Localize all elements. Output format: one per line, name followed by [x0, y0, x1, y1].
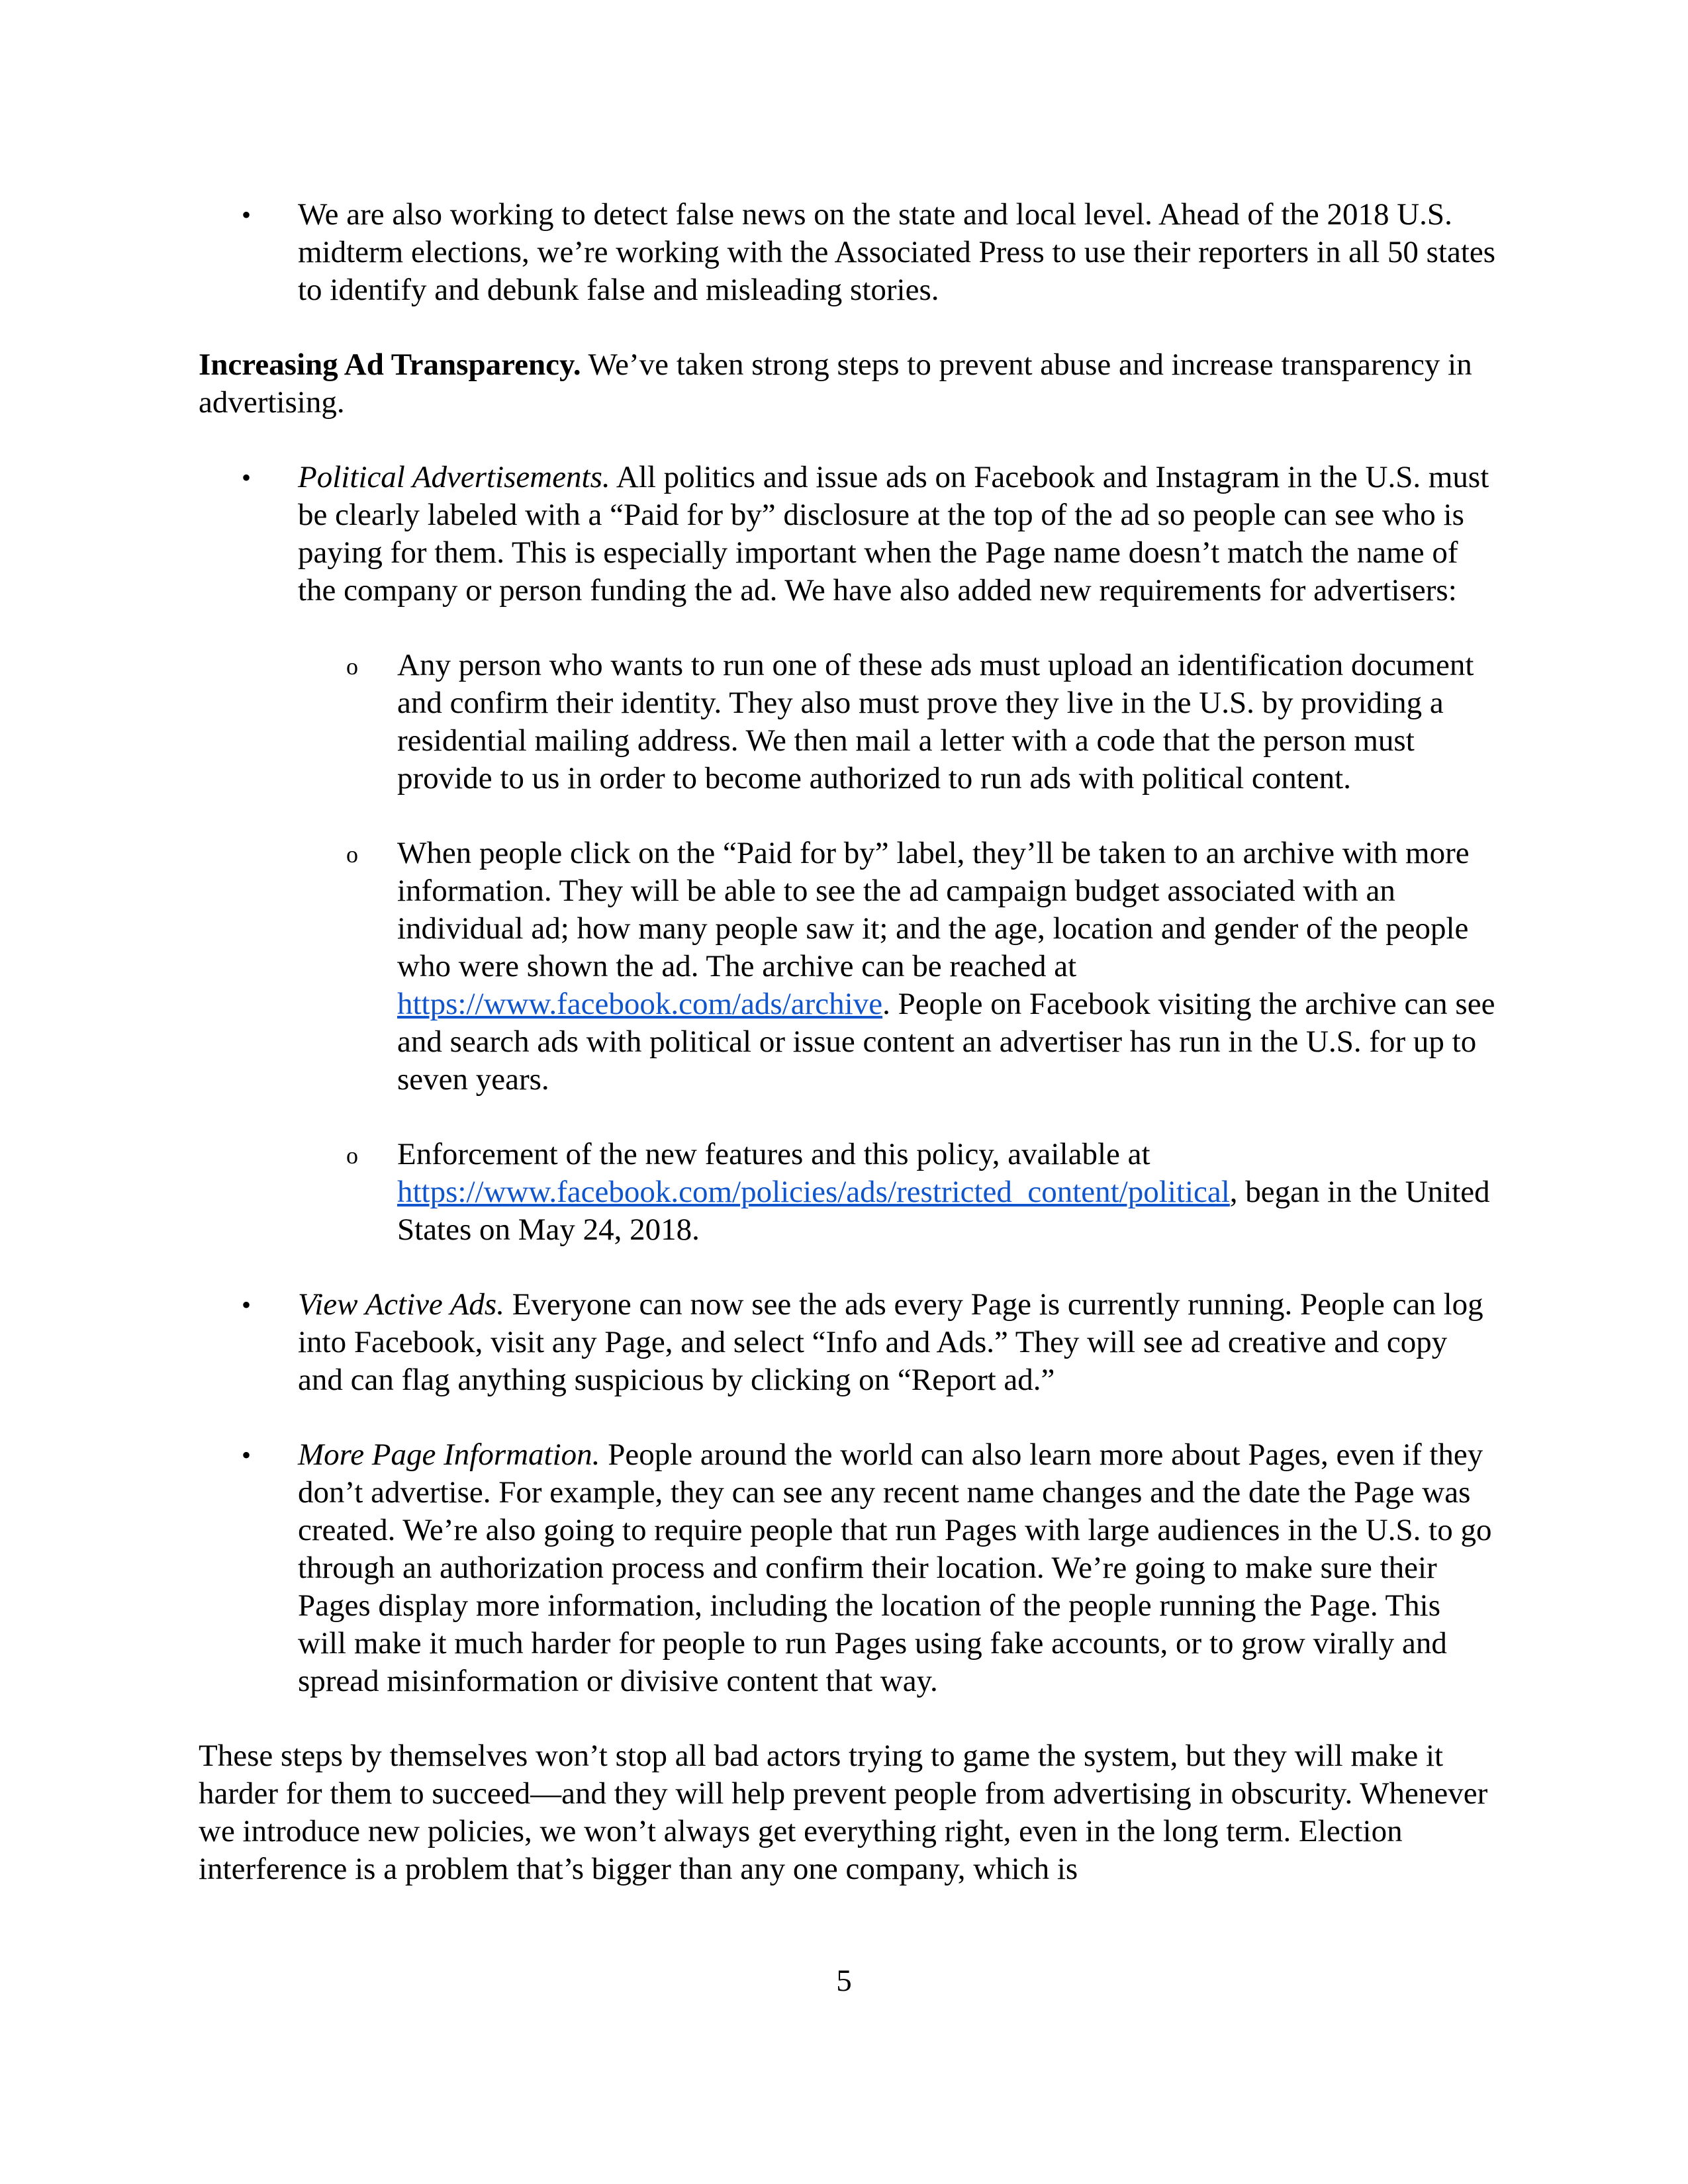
- bullet-text: [298, 459, 1496, 610]
- bullet-mark: •: [242, 1290, 252, 1320]
- bullet-more-page-information: [199, 1436, 1496, 1700]
- sub-bullet-text: [397, 1136, 1496, 1249]
- sub-bullet-archive: [199, 835, 1496, 1099]
- sub-bullet-enforcement: [199, 1136, 1496, 1249]
- bullet-text: We are also working to detect false news on the state and local level. Ahead of the 2018 U.S. midterm elections, we’re working with the Associated Press to use their reporters in all 50 states to identify and debunk false and misleading stories.: [298, 197, 1496, 307]
- bullet-body: Everyone can now see the ads every Page is currently running. People can log into Facebook, visit any Page, and select “Info and Ads.” They will see ad creative and copy and can flag anything suspicious by clicking on “Report ad.”: [298, 1287, 1483, 1397]
- section-ad-transparency: [199, 346, 1496, 422]
- bullet-title: View Active Ads.: [298, 1287, 504, 1322]
- bullet-title: More Page Information.: [298, 1437, 600, 1472]
- section-text: We’ve taken strong steps to prevent abuse and increase transparency in advertising.: [199, 347, 1472, 420]
- section-heading: Increasing Ad Transparency.: [199, 347, 581, 382]
- closing-paragraph: These steps by themselves won’t stop all bad actors trying to game the system, but they will make it harder for them to succeed—and they will help prevent people from advertising in obscurity. Whenever we introduce new policies, we won’t always get everything right, even in the long term. Election interference is a problem that’s bigger than any one company, which is: [199, 1739, 1488, 1886]
- sub-bullet-mark: o: [346, 841, 358, 868]
- sub-bullet-identification: [199, 647, 1496, 797]
- sub-bullet-text: Any person who wants to run one of these ads must upload an identification document and confirm their identity. They also must prove they live in the U.S. by providing a residential mailing address. We then mail a letter with a code that the person must provide to us in order to become authorized to run ads with political content.: [397, 648, 1474, 796]
- bullet-mark: •: [242, 1440, 252, 1470]
- document-page: [199, 196, 1496, 1888]
- sub-bullet-text-end: . People on Facebook visiting the archive can see and search ads with political or issue content an advertiser has run in the U.S. for up to seven years.: [397, 987, 1495, 1097]
- sub-bullet-text-start: Enforcement of the new features and this policy, available at: [397, 1137, 1150, 1171]
- sub-bullet-text-end: , began in the United States on May 24, 2018.: [397, 1175, 1490, 1247]
- sub-bullet-text-start: When people click on the “Paid for by” label, they’ll be taken to an archive with more information. They will be able to see the ad campaign budget associated with an individual ad; how many people saw it; and the age, location and gender of the people who were shown the ad. The archive can be reached at: [397, 836, 1470, 983]
- sub-bullet-text: [397, 835, 1496, 1099]
- page-number: 5: [836, 1964, 852, 1998]
- political-policy-link[interactable]: https://www.facebook.com/policies/ads/restricted_content/political: [397, 1175, 1230, 1209]
- bullet-view-active-ads: [199, 1286, 1496, 1399]
- ads-archive-link[interactable]: https://www.facebook.com/ads/archive: [397, 987, 883, 1021]
- bullet-text: [298, 1286, 1496, 1399]
- bullet-title: Political Advertisements.: [298, 460, 610, 494]
- bullet-body: People around the world can also learn more about Pages, even if they don’t advertise. For example, they can see any recent name changes and the date the Page was created. We’re also going to require people that run Pages with large audiences in the U.S. to go through an authorization process and confirm their location. We’re going to make sure their Pages display more information, including the location of the people running the Page. This will make it much harder for people to run Pages using fake accounts, or to grow virally and spread misinformation or divisive content that way.: [298, 1437, 1492, 1698]
- bullet-political-ads: [199, 459, 1496, 610]
- bullet-body: All politics and issue ads on Facebook and Instagram in the U.S. must be clearly labeled with a “Paid for by” disclosure at the top of the ad so people can see who is paying for them. This is especially important when the Page name doesn’t match the name of the company or person funding the ad. We have also added new requirements for advertisers:: [298, 460, 1489, 608]
- bullet-text: [298, 1436, 1496, 1700]
- bullet-detect-false-news: [199, 196, 1496, 309]
- bullet-mark: •: [242, 463, 252, 492]
- bullet-mark: •: [242, 200, 252, 230]
- sub-bullet-mark: o: [346, 1142, 358, 1169]
- sub-bullet-mark: o: [346, 653, 358, 680]
